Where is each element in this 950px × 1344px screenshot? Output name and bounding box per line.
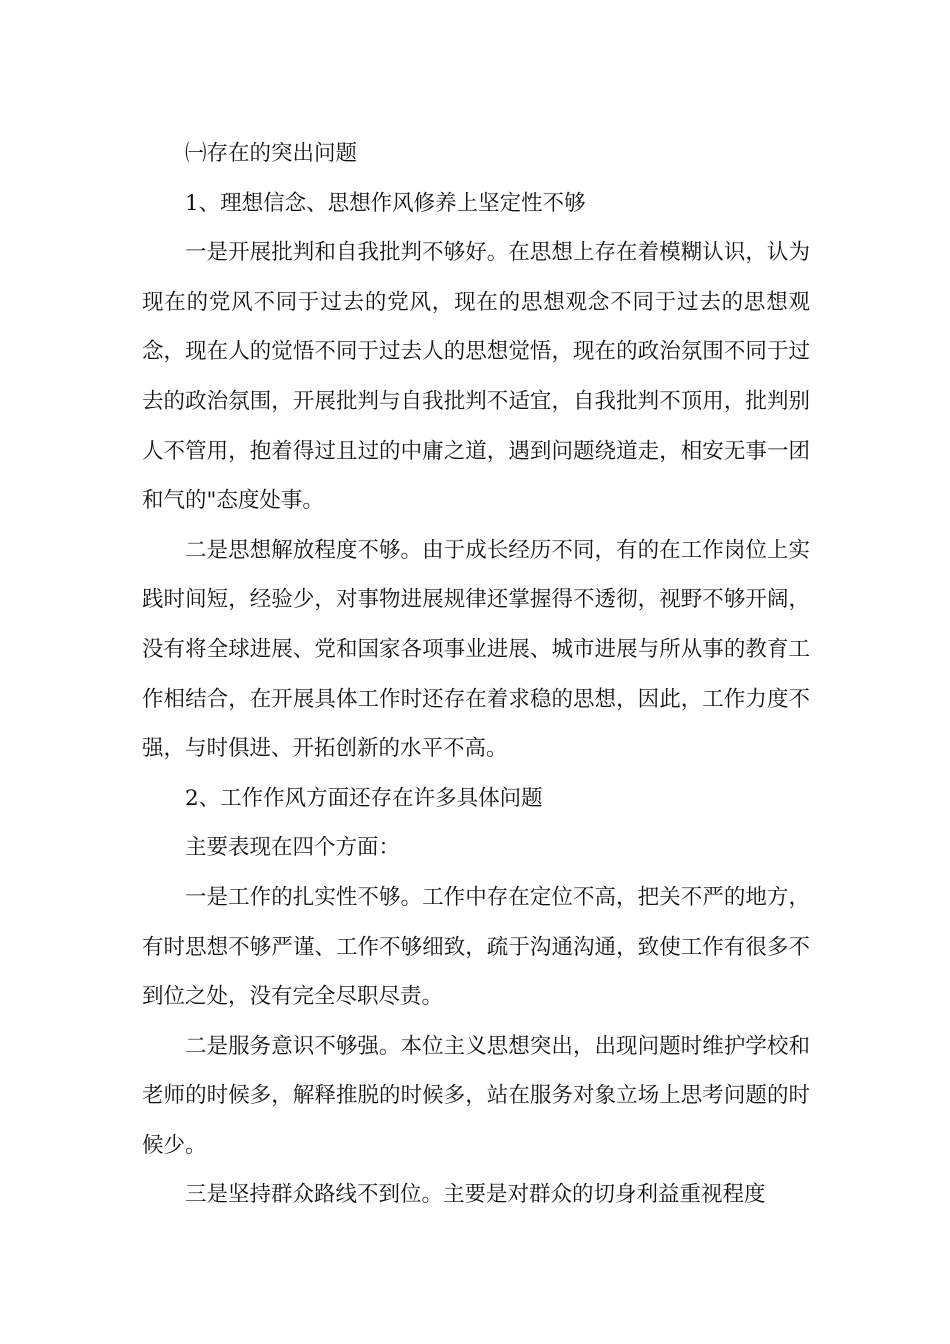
paragraph: 一是开展批判和自我批判不够好。在思想上存在着模糊认识，认为现在的党风不同于过去的党风，现在的思想观念不同于过去的思想观念，现在人的觉悟不同于过去人的思想觉悟，现在的政治氛围不同于过去的政治氛围，开展批判与自我批判不适宜，自我批判不顶用，批判别人不管用，抱着得过且过的中庸之道，遇到问题绕道走，相安无事一团和气的"态度处事。 xyxy=(142,240,810,514)
document-body xyxy=(142,129,810,1220)
section-heading: ㈠存在的突出问题 xyxy=(185,141,358,166)
paragraph: 二是服务意识不够强。本位主义思想突出，出现问题时维护学校和老师的时候多，解释推脱的时候多，站在服务对象立场上思考问题的时候少。 xyxy=(142,1033,810,1158)
subsection-heading-2: 2、工作作风方面还存在许多具体问题 xyxy=(185,785,543,811)
paragraph: 二是思想解放程度不够。由于成长经历不同，有的在工作岗位上实践时间短，经验少，对事物进展规律还掌握得不透彻，视野不够开阔，没有将全球进展、党和国家各项事业进展、城市进展与所从事的教育工作相结合，在开展具体工作时还存在着求稳的思想，因此，工作力度不强，与时俱进、开拓创新的水平不高。 xyxy=(142,537,810,762)
subsection-heading-1: 1、理想信念、思想作风修养上坚定性不够 xyxy=(185,190,586,216)
paragraph: 主要表现在四个方面： xyxy=(185,835,401,861)
paragraph: 三是坚持群众路线不到位。主要是对群众的切身利益重视程度 xyxy=(185,1182,766,1208)
paragraph: 一是工作的扎实性不够。工作中存在定位不高，把关不严的地方，有时思想不够严谨、工作不够细致，疏于沟通沟通，致使工作有很多不到位之处，没有完全尽职尽责。 xyxy=(142,884,810,1010)
